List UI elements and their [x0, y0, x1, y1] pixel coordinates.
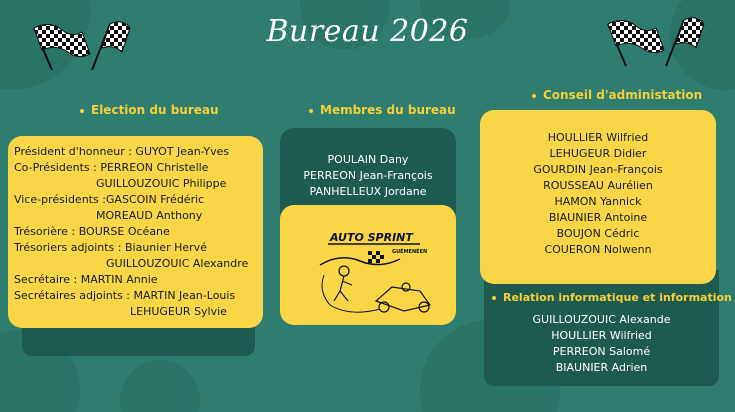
conseil-line: COUERON Nolwenn	[544, 243, 652, 256]
conseil-line: BOUJON Cédric	[556, 227, 640, 240]
logo-subtitle: GUÉMENÉEN	[392, 249, 428, 255]
page-title: Bureau 2026	[266, 14, 469, 49]
background-circle	[120, 360, 200, 412]
election-line: Président d'honneur : GUYOT Jean-Yves	[14, 145, 230, 158]
election-line: Trésorière : BOURSE Océane	[14, 225, 170, 238]
election-line: Trésoriers adjoints : Biaunier Hervé	[14, 241, 207, 254]
conseil-line: GOURDIN Jean-François	[533, 163, 663, 176]
auto-sprint-logo	[280, 205, 456, 325]
section-heading-membres: Membres du bureau	[309, 103, 456, 117]
bullet-icon	[492, 296, 496, 300]
election-line: GUILLOUZOUIC Alexandre	[106, 257, 249, 270]
membre-line: POULAIN Dany	[327, 153, 409, 166]
relation-line: PERREON Salomé	[552, 345, 651, 358]
bullet-icon	[309, 109, 313, 113]
conseil-line: ROUSSEAU Aurélien	[543, 179, 653, 192]
logo-title: AUTO SPRINT	[330, 231, 413, 244]
bullet-icon	[80, 109, 84, 113]
logo-card	[280, 205, 456, 325]
election-line: Vice-présidents :GASCOIN Frédéric	[14, 193, 205, 206]
relation-card	[484, 270, 719, 386]
section-heading-conseil: Conseil d'administation	[532, 88, 702, 102]
election-line: Secrétaire : MARTIN Annie	[14, 273, 158, 286]
relation-line: BIAUNIER Adrien	[555, 361, 648, 374]
conseil-line: BIAUNIER Antoine	[548, 211, 648, 224]
section-heading-relation: Relation informatique et information	[492, 291, 732, 304]
election-card	[8, 136, 263, 328]
election-line: Co-Présidents : PERREON Christelle	[14, 161, 209, 174]
membre-line: PANHELLEUX Jordane	[309, 185, 427, 198]
membre-line: PERREON Jean-François	[303, 169, 433, 182]
conseil-line: LEHUGEUR Didier	[549, 147, 647, 160]
bullet-icon	[532, 94, 536, 98]
relation-line: HOULLIER Wilfried	[551, 329, 652, 342]
relation-line: GUILLOUZOUIC Alexande	[532, 313, 671, 326]
conseil-line: HOULLIER Wilfried	[547, 131, 649, 144]
election-line: GUILLOUZOUIC Philippe	[96, 177, 227, 190]
section-heading-election: Election du bureau	[80, 103, 219, 117]
election-line: MOREAUD Anthony	[96, 209, 203, 222]
conseil-card	[480, 110, 716, 284]
election-line: Secrétaires adjoints : MARTIN Jean-Louis	[14, 289, 236, 302]
conseil-line: HAMON Yannick	[554, 195, 642, 208]
election-line: LEHUGEUR Sylvie	[130, 305, 227, 318]
